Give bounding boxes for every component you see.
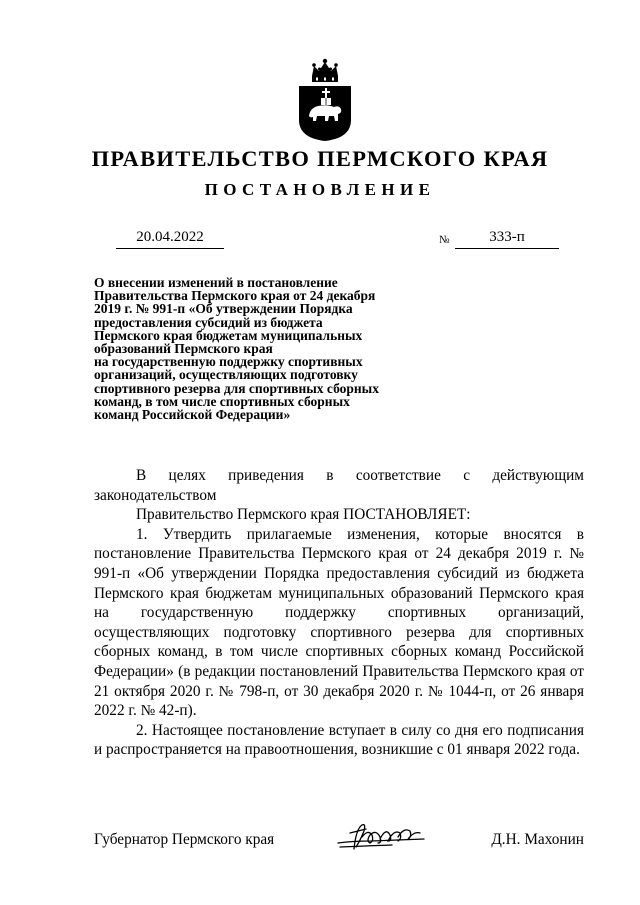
subject-line: команд, в том числе спортивных сборных [94,393,350,409]
subject-line: спортивного резерва для спортивных сборных [94,380,379,396]
document-body [94,466,584,760]
number-sign: № [439,234,450,246]
document-subject [94,276,434,421]
subject-line: О внесении изменений в постановление [94,275,338,290]
subject-line: на государственную поддержку спортивных [94,354,363,370]
item-1-paragraph: 1. Утвердить прилагаемые изменения, которые вносятся в постановление Правительства Пермского края от 24 декабря 2019 г. № 991-п «Об утверждении Порядка предоставления субсидий из бюджета Пермского края бюджетам муниципальных образований Пермского края на государственную поддержку спортивных организаций, осуществляющих подготовку спортивного резерва для спортивных сборных команд, в том числе спортивных сборных команд Российской Федерации» (в редакции постановлений Правительства Пермского края от 21 октября 2020 г. № 798-п, от 30 декабря 2020 г. № 1044-п, от 26 января 2022 г. № 42-п). [94,525,584,720]
subject-line: команд Российской Федерации» [94,407,291,423]
document-type-title: ПОСТАНОВЛЕНИЕ [204,180,436,199]
signatory-position: Губернатор Пермского края [94,831,275,848]
document-number: 333-п [455,228,559,249]
subject-line: организаций, осуществляющих подготовку [94,367,358,383]
subject-line: Пермского края бюджетам муниципальных [94,327,363,343]
subject-line: образований Пермского края [94,341,273,357]
signature-block [94,831,584,871]
subject-line: предоставления субсидий из бюджета [94,314,323,330]
handwritten-signature [332,819,432,855]
subject-line: Правительства Пермского края от 24 декабря [94,288,376,304]
organization-title: ПРАВИТЕЛЬСТВО ПЕРМСКОГО КРАЯ [91,146,549,171]
coat-of-arms-icon [295,58,355,142]
document-date: 20.04.2022 [116,228,224,249]
subject-line: 2019 г. № 991-п «Об утверждении Порядка [94,301,353,317]
signatory-name: Д.Н. Махонин [491,831,584,848]
decree-line: Правительство Пермского края ПОСТАНОВЛЯЕТ: [136,506,471,524]
preamble-paragraph: В целях приведения в соответствие с действующим законодательством [94,467,584,504]
item-2-paragraph: 2. Настоящее постановление вступает в силу со дня его подписания и распространяется на правоотношения, возникшие с 01 января 2022 года. [94,721,584,759]
